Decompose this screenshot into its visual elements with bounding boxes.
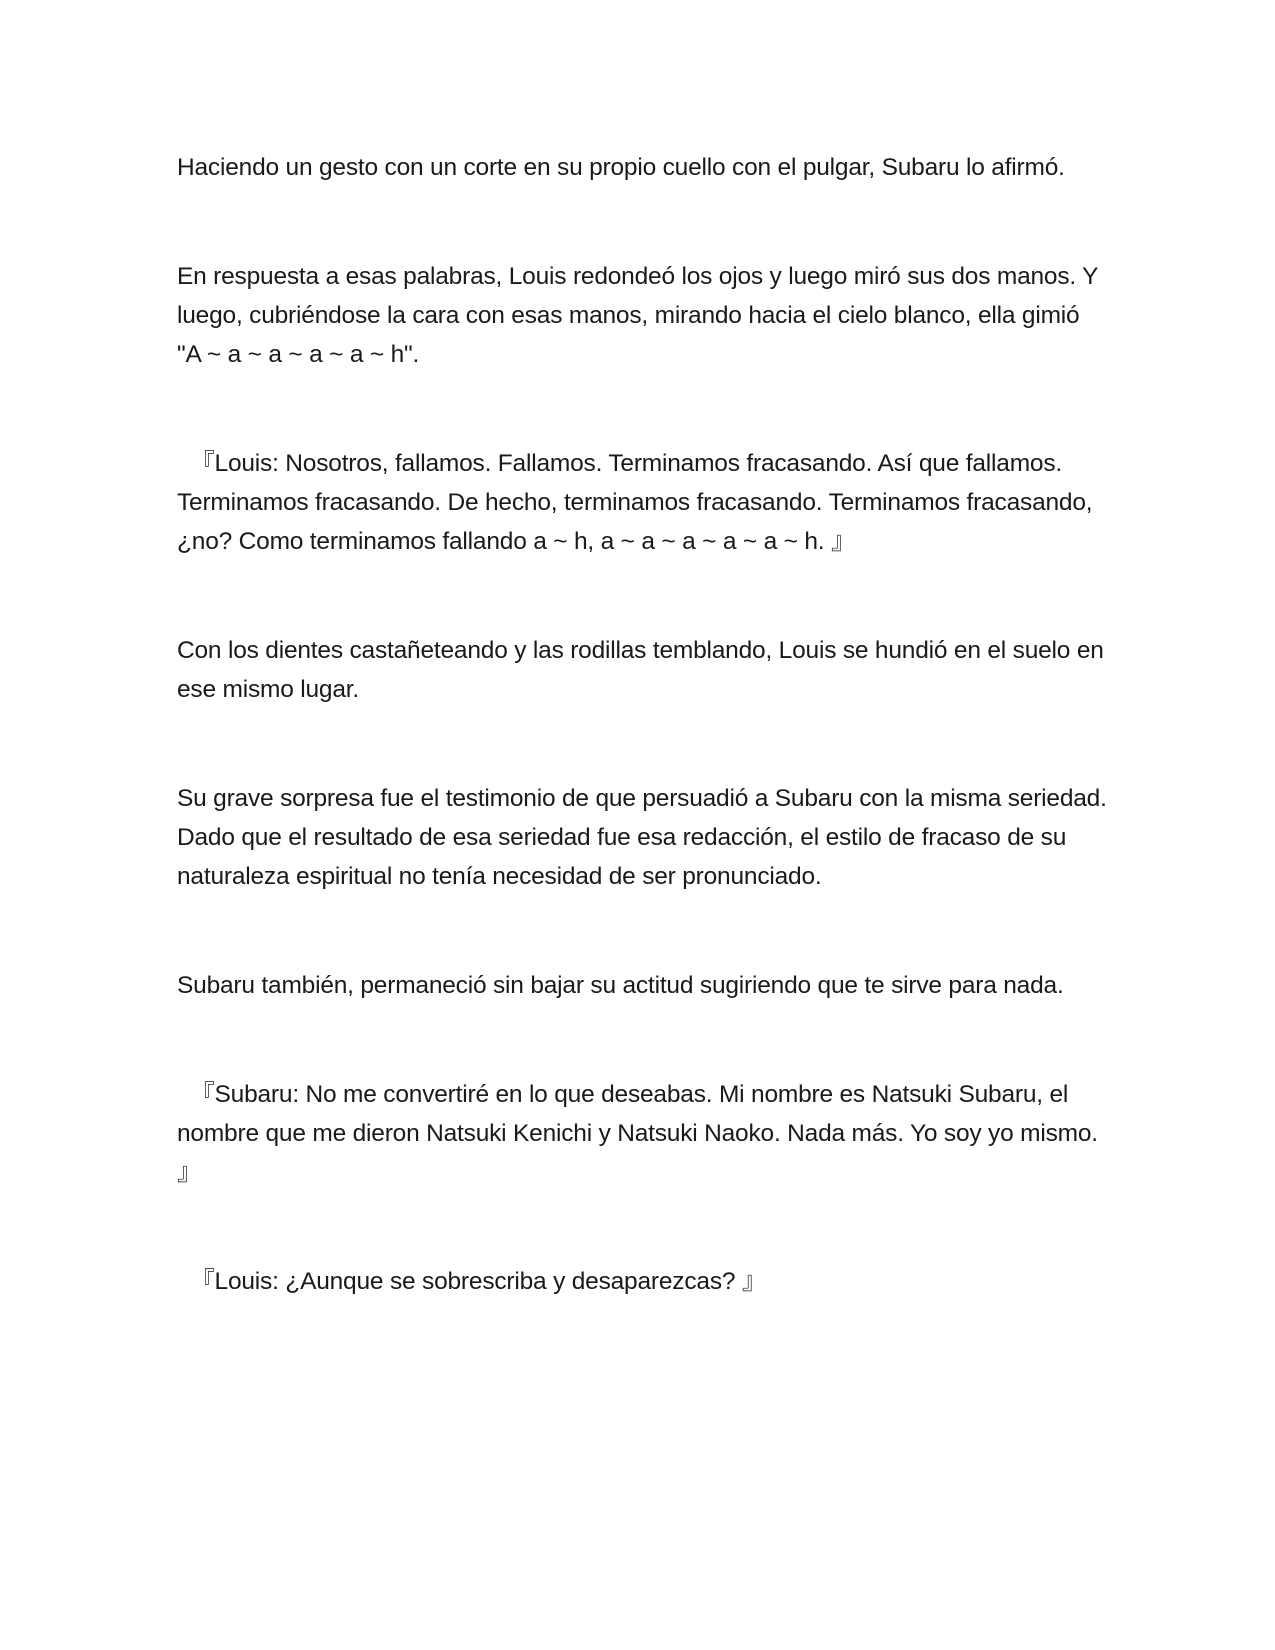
paragraph-1: Haciendo un gesto con un corte en su propio cuello con el pulgar, Subaru lo afirmó.: [177, 154, 1065, 181]
paragraph-4: Con los dientes castañeteando y las rodillas temblando, Louis se hundió en el suelo en ese mismo lugar.: [177, 637, 1111, 703]
paragraph-5: Su grave sorpresa fue el testimonio de que persuadió a Subaru con la misma seriedad. Dado que el resultado de esa seriedad fue esa redacción, el estilo de fracaso de su naturaleza espiritual no tenía necesidad de ser pronunciado.: [177, 785, 1114, 890]
dialogue-subaru: 『Subaru: No me convertiré en lo que deseabas. Mi nombre es Natsuki Subaru, el nombre que me dieron Natsuki Kenichi y Natsuki Naoko. Nada más. Yo soy yo mismo. 』: [177, 1081, 1105, 1186]
paragraph-2: En respuesta a esas palabras, Louis redondeó los ojos y luego miró sus dos manos. Y luego, cubriéndose la cara con esas manos, mirando hacia el cielo blanco, ella gimió "A ~ a ~ a ~ a ~ a ~ h".: [177, 263, 1105, 368]
dialogue-louis-1: 『Louis: Nosotros, fallamos. Fallamos. Terminamos fracasando. Así que fallamos. Terminamos fracasando. De hecho, terminamos fracasando. Terminamos fracasando, ¿no? Como terminamos fallando a ~ h, a ~ a ~ a ~ a ~ a ~ h. 』: [177, 450, 1099, 555]
paragraph-6: Subaru también, permaneció sin bajar su actitud sugiriendo que te sirve para nada.: [177, 972, 1064, 999]
document-body: [177, 148, 1114, 1301]
dialogue-louis-2: 『Louis: ¿Aunque se sobrescriba y desaparezcas? 』: [177, 1268, 767, 1295]
